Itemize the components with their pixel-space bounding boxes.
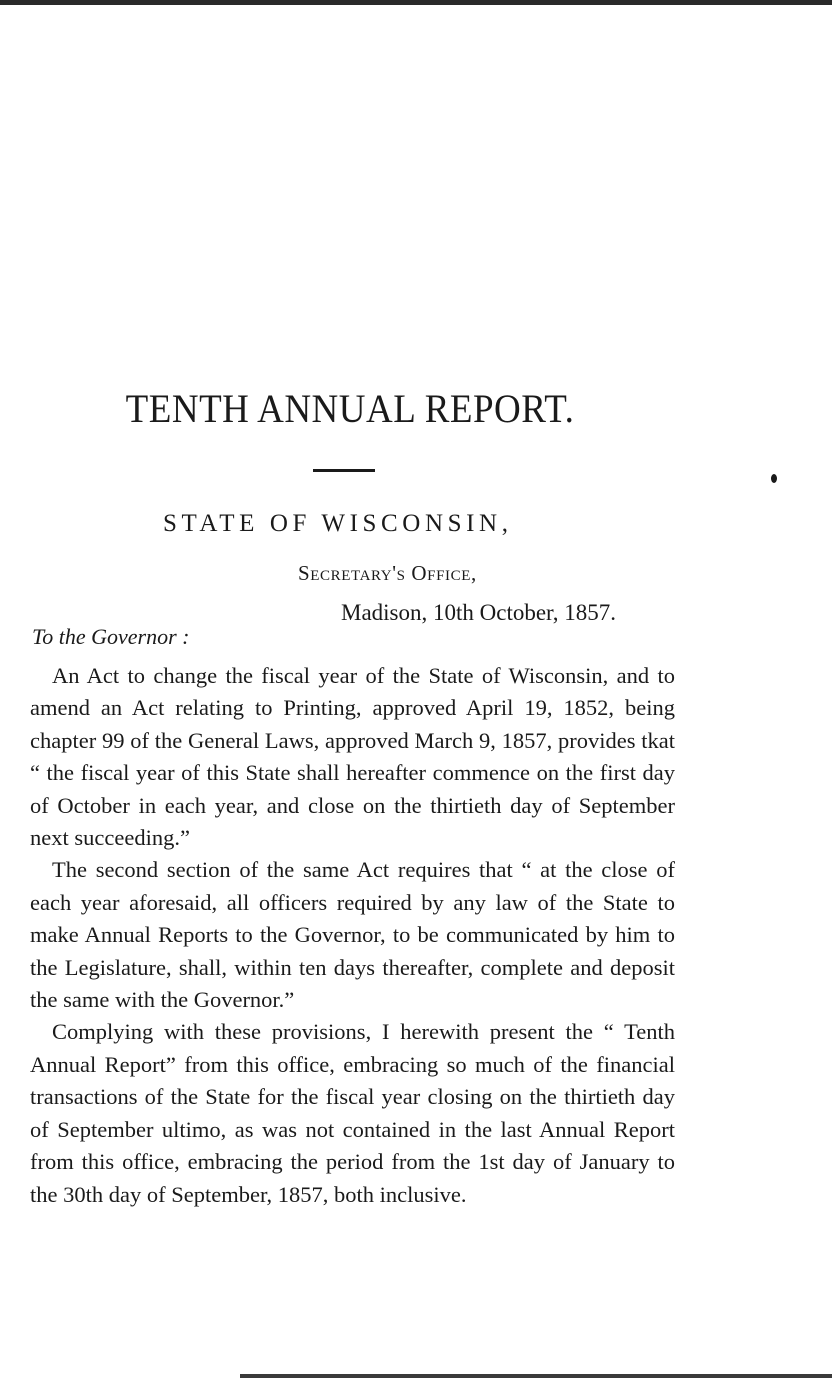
bottom-border-rule bbox=[240, 1374, 832, 1378]
dateline: Madison, 10th October, 1857. bbox=[341, 600, 617, 625]
paragraph-3: Complying with these provisions, I herewith present the “ Tenth Annual Report” from this office, embracing so much of the financial transactions of the State for the fiscal year closing on the thirtieth day of September ultimo, as was not contained in the last Annual Report from this office, embracing the period from the 1st day of January to the 30th day of September, 1857, both inclusive. bbox=[30, 1019, 675, 1207]
salutation: To the Governor : bbox=[32, 624, 190, 649]
state-heading: STATE OF WISCONSIN, bbox=[163, 510, 513, 537]
top-border-rule bbox=[0, 0, 832, 5]
paragraph-1: An Act to change the fiscal year of the State of Wisconsin, and to amend an Act relating to Printing, approved April 19, 1852, being chapter 99 of the General Laws, approved March 9, 1857, provides tkat “ the fiscal year of this State shall hereafter commence on the first day of October in each year, and close on the thirtieth day of September next succeeding.” bbox=[30, 663, 675, 851]
margin-ink-dot bbox=[771, 474, 777, 483]
report-body bbox=[30, 660, 675, 1211]
report-title: TENTH ANNUAL REPORT. bbox=[125, 386, 575, 433]
office-line: Secretary's Office, bbox=[298, 561, 477, 585]
paragraph-2: The second section of the same Act requires that “ at the close of each year aforesaid, all officers required by any law of the State to make Annual Reports to the Governor, to be communicated by him to the Legislature, shall, within ten days thereafter, complete and deposit the same with the Governor.” bbox=[30, 857, 675, 1013]
title-divider bbox=[313, 469, 375, 472]
